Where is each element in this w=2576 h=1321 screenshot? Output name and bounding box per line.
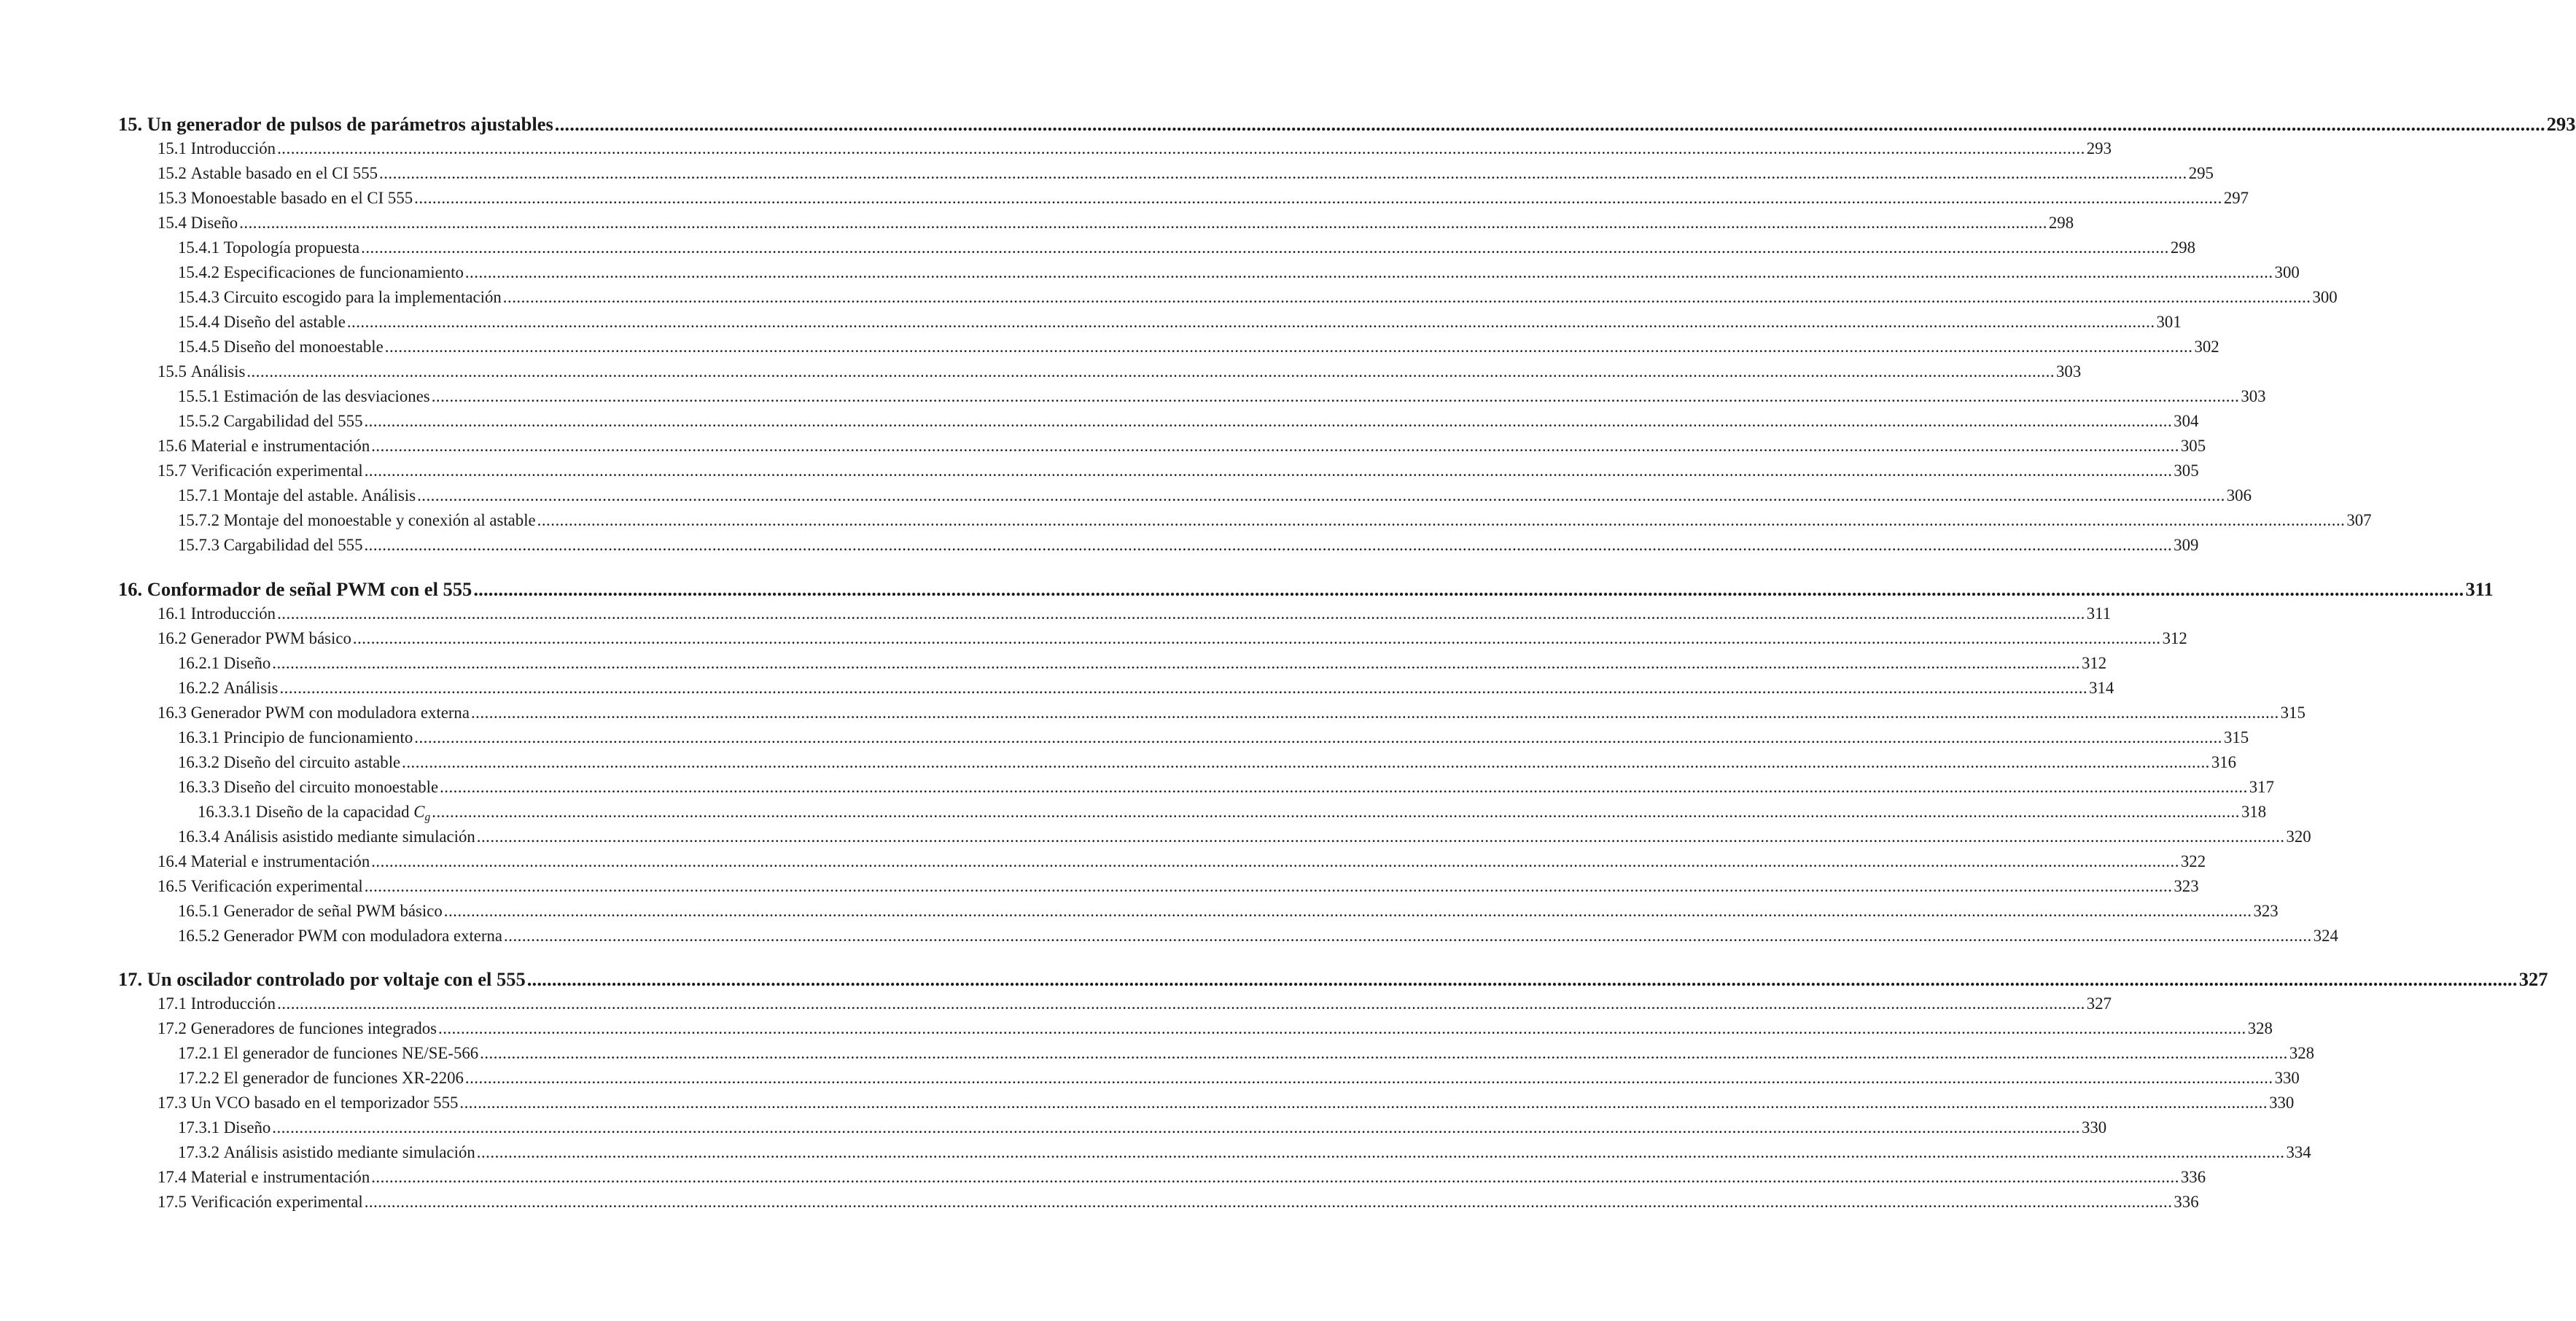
entry-title-text: Análisis (219, 678, 279, 697)
entry-title (187, 604, 276, 623)
entry-page-number: 322 (2180, 852, 2206, 870)
entry-page-number: 323 (2174, 876, 2199, 895)
entry-number: 16.3.3 (178, 777, 219, 796)
entry-title-text: Cargabilidad del 555 (219, 412, 363, 430)
entry-number: 17.5 (157, 1193, 187, 1211)
toc-section-entry[interactable] (178, 827, 2311, 846)
entry-number: 16.5.1 (178, 901, 219, 920)
entry-title (219, 927, 502, 946)
entry-number: 15.4.4 (178, 313, 219, 331)
entry-number: 16.3.2 (178, 752, 219, 771)
entry-title-text: Estimación de las desviaciones (219, 387, 430, 405)
entry-title (187, 994, 276, 1013)
dot-leader: ................................................................................................................................................................................................................................................................................................................................................................................................................ (480, 1044, 2288, 1062)
toc-section-entry[interactable] (178, 926, 2338, 946)
entry-page-number: 300 (2274, 263, 2300, 281)
entry-page-number: 293 (2546, 113, 2576, 135)
entry-title-text: Generador PWM con moduladora externa (186, 703, 470, 722)
toc-section-entry[interactable] (178, 511, 2372, 530)
entry-title-text: Verificación experimental (186, 1193, 363, 1211)
entry-title-text: Análisis asistido mediante simulación (219, 1143, 475, 1161)
entry-page-number: 317 (2249, 777, 2274, 796)
entry-number: 15.7 (157, 461, 187, 480)
toc-section-entry[interactable] (178, 653, 2107, 673)
entry-number: 17.3 (157, 1094, 187, 1112)
entry-title (219, 511, 536, 530)
entry-title-text: Diseño de la capacidad (252, 802, 410, 821)
entry-number: 16.3.4 (178, 827, 219, 846)
entry-page-number: 315 (2223, 728, 2249, 747)
entry-number: 15. (118, 113, 143, 135)
dot-leader: ................................................................................................................................................................................................................................................................................................................................................................................................................ (414, 189, 2222, 207)
entry-title (187, 189, 413, 208)
entry-page-number: 303 (2056, 362, 2082, 381)
entry-title (187, 1094, 458, 1112)
dot-leader: ................................................................................................................................................................................................................................................................................................................................................................................................................ (364, 412, 2173, 430)
entry-title (187, 437, 370, 456)
dot-leader: ................................................................................................................................................................................................................................................................................................................................................................................................................ (414, 728, 2222, 747)
entry-page-number: 311 (2465, 577, 2494, 600)
toc-chapter-entry[interactable] (118, 113, 2576, 136)
dot-leader: ................................................................................................................................................................................................................................................................................................................................................................................................................ (476, 1143, 2285, 1161)
toc-section-entry[interactable] (178, 536, 2199, 555)
toc-section-entry[interactable] (157, 852, 2206, 871)
dot-leader: ................................................................................................................................................................................................................................................................................................................................................................................................................ (364, 536, 2173, 554)
entry-title (187, 164, 378, 183)
entry-number: 16.3 (157, 703, 187, 722)
dot-leader: ................................................................................................................................................................................................................................................................................................................................................................................................................ (384, 338, 2193, 356)
entry-title (187, 1193, 363, 1212)
toc-section-entry[interactable] (178, 338, 2219, 356)
entry-title-text: Topología propuesta (219, 238, 360, 257)
entry-title-text: Introducción (186, 994, 276, 1013)
entry-title (187, 704, 470, 722)
dot-leader: ................................................................................................................................................................................................................................................................................................................................................................................................................ (352, 628, 2161, 647)
toc-section-entry[interactable] (178, 1044, 2315, 1063)
dot-leader: ................................................................................................................................................................................................................................................................................................................................................................................................................ (371, 437, 2179, 455)
entry-title-text: Generador PWM con moduladora externa (219, 926, 503, 945)
entry-title (219, 338, 384, 356)
entry-page-number: 314 (2089, 678, 2114, 697)
entry-page-number: 312 (2081, 653, 2107, 672)
entry-page-number: 318 (2241, 802, 2267, 821)
entry-title (252, 803, 430, 825)
entry-title (187, 461, 363, 480)
entry-title (219, 387, 430, 406)
entry-number: 15.5 (157, 362, 187, 381)
entry-page-number: 295 (2188, 164, 2214, 182)
entry-number: 17.3.2 (178, 1143, 219, 1161)
entry-page-number: 301 (2156, 313, 2182, 331)
toc-section-entry[interactable] (157, 189, 2249, 208)
toc-section-entry[interactable] (157, 362, 2082, 381)
entry-page-number: 324 (2313, 926, 2338, 945)
entry-number: 17. (118, 968, 143, 990)
entry-title (187, 852, 370, 871)
dot-leader: ................................................................................................................................................................................................................................................................................................................................................................................................................ (440, 777, 2248, 796)
dot-leader: ................................................................................................................................................................................................................................................................................................................................................................................................................ (277, 994, 2085, 1013)
entry-page-number: 298 (2048, 214, 2074, 232)
entry-title-text: Un VCO basado en el temporizador 555 (186, 1094, 459, 1112)
toc-section-entry[interactable] (157, 876, 2199, 896)
toc-section-entry[interactable] (178, 238, 2196, 257)
entry-number: 16.5.2 (178, 926, 219, 945)
entry-title-subscript: g (424, 811, 431, 824)
entry-page-number: 323 (2253, 901, 2279, 920)
toc-section-entry[interactable] (178, 387, 2266, 406)
entry-title-text: Montaje del monoestable y conexión al astable (219, 511, 536, 529)
entry-title-text: Material e instrumentación (186, 437, 370, 455)
entry-title (187, 877, 363, 896)
entry-title-text: Diseño del circuito astable (219, 752, 401, 771)
entry-title (187, 629, 351, 648)
entry-title-text: Análisis asistido mediante simulación (219, 827, 475, 846)
entry-number: 15.4.1 (178, 238, 219, 257)
entry-title-text: Monoestable basado en el CI 555 (186, 189, 413, 207)
toc-section-entry[interactable] (198, 802, 2267, 825)
dot-leader: ................................................................................................................................................................................................................................................................................................................................................................................................................ (364, 876, 2173, 895)
entry-title (219, 238, 359, 257)
entry-title-text: Circuito escogido para la implementación (219, 288, 502, 306)
dot-leader: ................................................................................................................................................................................................................................................................................................................................................................................................................ (464, 1069, 2273, 1087)
entry-title (219, 1069, 464, 1088)
toc-section-entry[interactable] (178, 1069, 2300, 1088)
entry-title-text: Diseño (186, 214, 238, 232)
entry-title (219, 412, 362, 431)
entry-page-number: 336 (2180, 1168, 2206, 1186)
entry-page-number: 306 (2226, 486, 2252, 504)
entry-title (187, 139, 276, 158)
entry-page-number: 330 (2274, 1069, 2300, 1087)
entry-title (187, 214, 238, 233)
dot-leader: ................................................................................................................................................................................................................................................................................................................................................................................................................ (364, 461, 2173, 480)
entry-page-number: 320 (2286, 827, 2311, 846)
entry-title (219, 827, 475, 846)
dot-leader: ................................................................................................................................................................................................................................................................................................................................................................................................................ (371, 1168, 2179, 1186)
entry-page-number: 327 (2518, 968, 2548, 990)
dot-leader: ................................................................................................................................................................................................................................................................................................................................................................................................................ (526, 968, 2518, 990)
entry-title-text: Diseño del monoestable (219, 338, 384, 356)
entry-title (219, 728, 413, 747)
entry-number: 16.3.1 (178, 728, 219, 747)
entry-title-text: Generador PWM básico (186, 628, 351, 647)
dot-leader: ................................................................................................................................................................................................................................................................................................................................................................................................................ (443, 901, 2252, 920)
dot-leader: ................................................................................................................................................................................................................................................................................................................................................................................................................ (272, 653, 2080, 672)
entry-title (219, 1143, 475, 1162)
entry-number: 15.4 (157, 214, 187, 232)
toc-section-entry[interactable] (157, 1168, 2206, 1187)
toc-section-entry[interactable] (157, 1193, 2199, 1212)
entry-page-number: 302 (2194, 338, 2219, 356)
entry-page-number: 336 (2174, 1193, 2199, 1211)
entry-title (187, 1019, 437, 1038)
entry-number: 15.2 (157, 164, 187, 182)
dot-leader: ................................................................................................................................................................................................................................................................................................................................................................................................................ (364, 1193, 2173, 1211)
entry-number: 17.3.1 (178, 1118, 219, 1137)
entry-page-number: 330 (2269, 1094, 2295, 1112)
entry-title-text: Verificación experimental (186, 876, 363, 895)
entry-number: 15.4.3 (178, 288, 219, 306)
entry-number: 16.2 (157, 628, 187, 647)
entry-number: 17.2.2 (178, 1069, 219, 1087)
dot-leader: ................................................................................................................................................................................................................................................................................................................................................................................................................ (554, 113, 2545, 135)
dot-leader: ................................................................................................................................................................................................................................................................................................................................................................................................................ (277, 139, 2085, 157)
toc-section-entry[interactable] (178, 1118, 2107, 1137)
entry-title-symbol: C (413, 802, 425, 821)
entry-title-text: Diseño del circuito monoestable (219, 777, 439, 796)
dot-leader: ................................................................................................................................................................................................................................................................................................................................................................................................................ (537, 511, 2346, 529)
entry-title (219, 902, 443, 921)
entry-number: 16.1 (157, 604, 187, 623)
entry-title (219, 778, 438, 797)
entry-number: 17.4 (157, 1168, 187, 1186)
entry-page-number: 309 (2174, 536, 2199, 554)
entry-title (142, 968, 526, 991)
entry-page-number: 315 (2280, 703, 2305, 722)
entry-number: 16.5 (157, 876, 187, 895)
entry-page-number: 330 (2081, 1118, 2107, 1137)
entry-title-text: Conformador de señal PWM con el 555 (142, 577, 472, 600)
toc-chapter-entry[interactable] (118, 577, 2494, 601)
toc-section-entry[interactable] (178, 777, 2274, 797)
entry-title-text: Diseño (219, 653, 271, 672)
dot-leader: ................................................................................................................................................................................................................................................................................................................................................................................................................ (459, 1094, 2268, 1112)
entry-number: 17.1 (157, 994, 187, 1013)
toc-section-entry[interactable] (178, 678, 2114, 698)
toc-section-entry[interactable] (178, 288, 2338, 307)
entry-title (142, 113, 553, 136)
entry-page-number: 305 (2180, 437, 2206, 455)
entry-title-text: Especificaciones de funcionamiento (219, 263, 464, 281)
toc-section-entry[interactable] (178, 901, 2279, 921)
toc-section-entry[interactable] (157, 1094, 2295, 1112)
entry-title (219, 263, 464, 282)
entry-title (219, 679, 278, 698)
entry-number: 15.5.2 (178, 412, 219, 430)
entry-number: 15.5.1 (178, 387, 219, 405)
entry-title (219, 288, 502, 307)
dot-leader: ................................................................................................................................................................................................................................................................................................................................................................................................................ (272, 1118, 2080, 1137)
dot-leader: ................................................................................................................................................................................................................................................................................................................................................................................................................ (432, 802, 2240, 821)
entry-page-number: 328 (2289, 1044, 2315, 1062)
dot-leader: ................................................................................................................................................................................................................................................................................................................................................................................................................ (417, 486, 2225, 504)
entry-title-text: El generador de funciones NE/SE-566 (219, 1044, 479, 1062)
toc-section-entry[interactable] (178, 486, 2252, 505)
entry-number: 17.2.1 (178, 1044, 219, 1062)
dot-leader: ................................................................................................................................................................................................................................................................................................................................................................................................................ (279, 678, 2088, 697)
dot-leader: ................................................................................................................................................................................................................................................................................................................................................................................................................ (438, 1019, 2246, 1037)
entry-title (219, 313, 346, 332)
entry-title-text: Un oscilador controlado por voltaje con el 555 (142, 968, 526, 990)
toc-section-entry[interactable] (178, 1143, 2311, 1162)
dot-leader: ................................................................................................................................................................................................................................................................................................................................................................................................................ (504, 926, 2312, 945)
entry-title (219, 1044, 478, 1063)
entry-number: 16.4 (157, 852, 187, 870)
toc-section-entry[interactable] (157, 604, 2112, 623)
entry-page-number: 300 (2312, 288, 2338, 306)
toc-section-entry[interactable] (178, 263, 2300, 282)
entry-title-text: Verificación experimental (186, 461, 363, 480)
entry-page-number: 304 (2174, 412, 2199, 430)
dot-leader: ................................................................................................................................................................................................................................................................................................................................................................................................................ (371, 852, 2179, 870)
entry-title-text: Astable basado en el CI 555 (186, 164, 378, 182)
dot-leader: ................................................................................................................................................................................................................................................................................................................................................................................................................ (464, 263, 2273, 281)
entry-title-text: Un generador de pulsos de parámetros ajustables (142, 113, 553, 135)
dot-leader: ................................................................................................................................................................................................................................................................................................................................................................................................................ (476, 827, 2285, 846)
entry-number: 15.7.2 (178, 511, 219, 529)
entry-number: 15.4.2 (178, 263, 219, 281)
entry-title (187, 1168, 370, 1187)
entry-title (219, 753, 400, 772)
toc-section-entry[interactable] (157, 139, 2112, 158)
entry-title-text: Diseño (219, 1118, 271, 1137)
entry-number: 16. (118, 577, 143, 600)
entry-page-number: 297 (2223, 189, 2249, 207)
entry-number: 15.4.5 (178, 338, 219, 356)
dot-leader: ................................................................................................................................................................................................................................................................................................................................................................................................................ (346, 313, 2155, 331)
entry-number: 16.3.3.1 (198, 802, 252, 821)
entry-page-number: 307 (2346, 511, 2372, 529)
entry-number: 15.7.3 (178, 536, 219, 554)
entry-title-text: Introducción (186, 604, 276, 623)
entry-number: 15.1 (157, 139, 187, 157)
entry-title-text: Montaje del astable. Análisis (219, 486, 416, 504)
entry-page-number: 327 (2086, 994, 2112, 1013)
entry-number: 17.2 (157, 1019, 187, 1037)
dot-leader: ................................................................................................................................................................................................................................................................................................................................................................................................................ (470, 703, 2279, 722)
entry-title-text: Análisis (186, 362, 246, 381)
entry-number: 16.2.2 (178, 678, 219, 697)
dot-leader: ................................................................................................................................................................................................................................................................................................................................................................................................................ (473, 577, 2464, 600)
entry-title-text: Material e instrumentación (186, 1168, 370, 1186)
entry-title (142, 578, 472, 601)
toc-section-entry[interactable] (157, 437, 2206, 456)
toc-section-entry[interactable] (178, 752, 2237, 772)
entry-title-text: Generadores de funciones integrados (186, 1019, 437, 1037)
dot-leader: ................................................................................................................................................................................................................................................................................................................................................................................................................ (431, 387, 2240, 405)
entry-page-number: 311 (2086, 604, 2112, 623)
entry-title-text: Introducción (186, 139, 276, 157)
dot-leader: ................................................................................................................................................................................................................................................................................................................................................................................................................ (402, 752, 2210, 771)
entry-title-text: Material e instrumentación (186, 852, 370, 870)
entry-title-text: El generador de funciones XR-2206 (219, 1069, 464, 1087)
entry-title (219, 486, 416, 505)
entry-title (219, 654, 271, 673)
entry-title (219, 536, 362, 555)
toc-section-entry[interactable] (157, 1019, 2273, 1038)
toc-chapter-entry[interactable] (118, 968, 2548, 991)
toc-section-entry[interactable] (178, 313, 2182, 332)
toc-section-entry[interactable] (157, 994, 2112, 1013)
dot-leader: ................................................................................................................................................................................................................................................................................................................................................................................................................ (246, 362, 2055, 381)
entry-number: 15.6 (157, 437, 187, 455)
entry-title-text: Cargabilidad del 555 (219, 536, 363, 554)
toc-section-entry[interactable] (157, 461, 2199, 480)
entry-title-text: Principio de funcionamiento (219, 728, 413, 747)
entry-number: 15.3 (157, 189, 187, 207)
toc-section-entry[interactable] (178, 728, 2249, 747)
toc-section-entry[interactable] (157, 628, 2187, 648)
entry-number: 15.7.1 (178, 486, 219, 504)
dot-leader: ................................................................................................................................................................................................................................................................................................................................................................................................................ (379, 164, 2187, 182)
dot-leader: ................................................................................................................................................................................................................................................................................................................................................................................................................ (277, 604, 2085, 623)
entry-title (187, 362, 245, 381)
toc-section-entry[interactable] (178, 412, 2199, 431)
toc-section-entry[interactable] (157, 164, 2214, 183)
entry-page-number: 334 (2286, 1143, 2311, 1161)
entry-page-number: 298 (2170, 238, 2196, 257)
entry-title-text: Diseño del astable (219, 313, 346, 331)
entry-title-text: Generador de señal PWM básico (219, 901, 443, 920)
dot-leader: ................................................................................................................................................................................................................................................................................................................................................................................................................ (361, 238, 2169, 257)
dot-leader: ................................................................................................................................................................................................................................................................................................................................................................................................................ (502, 288, 2311, 306)
toc-section-entry[interactable] (157, 214, 2074, 233)
toc-section-entry[interactable] (157, 703, 2305, 722)
dot-leader: ................................................................................................................................................................................................................................................................................................................................................................................................................ (239, 214, 2047, 232)
entry-page-number: 312 (2162, 628, 2187, 647)
entry-page-number: 328 (2247, 1019, 2273, 1037)
entry-page-number: 303 (2241, 387, 2266, 405)
entry-title (219, 1118, 271, 1137)
entry-page-number: 316 (2211, 752, 2237, 771)
entry-number: 16.2.1 (178, 653, 219, 672)
entry-page-number: 305 (2174, 461, 2199, 480)
entry-page-number: 293 (2086, 139, 2112, 157)
